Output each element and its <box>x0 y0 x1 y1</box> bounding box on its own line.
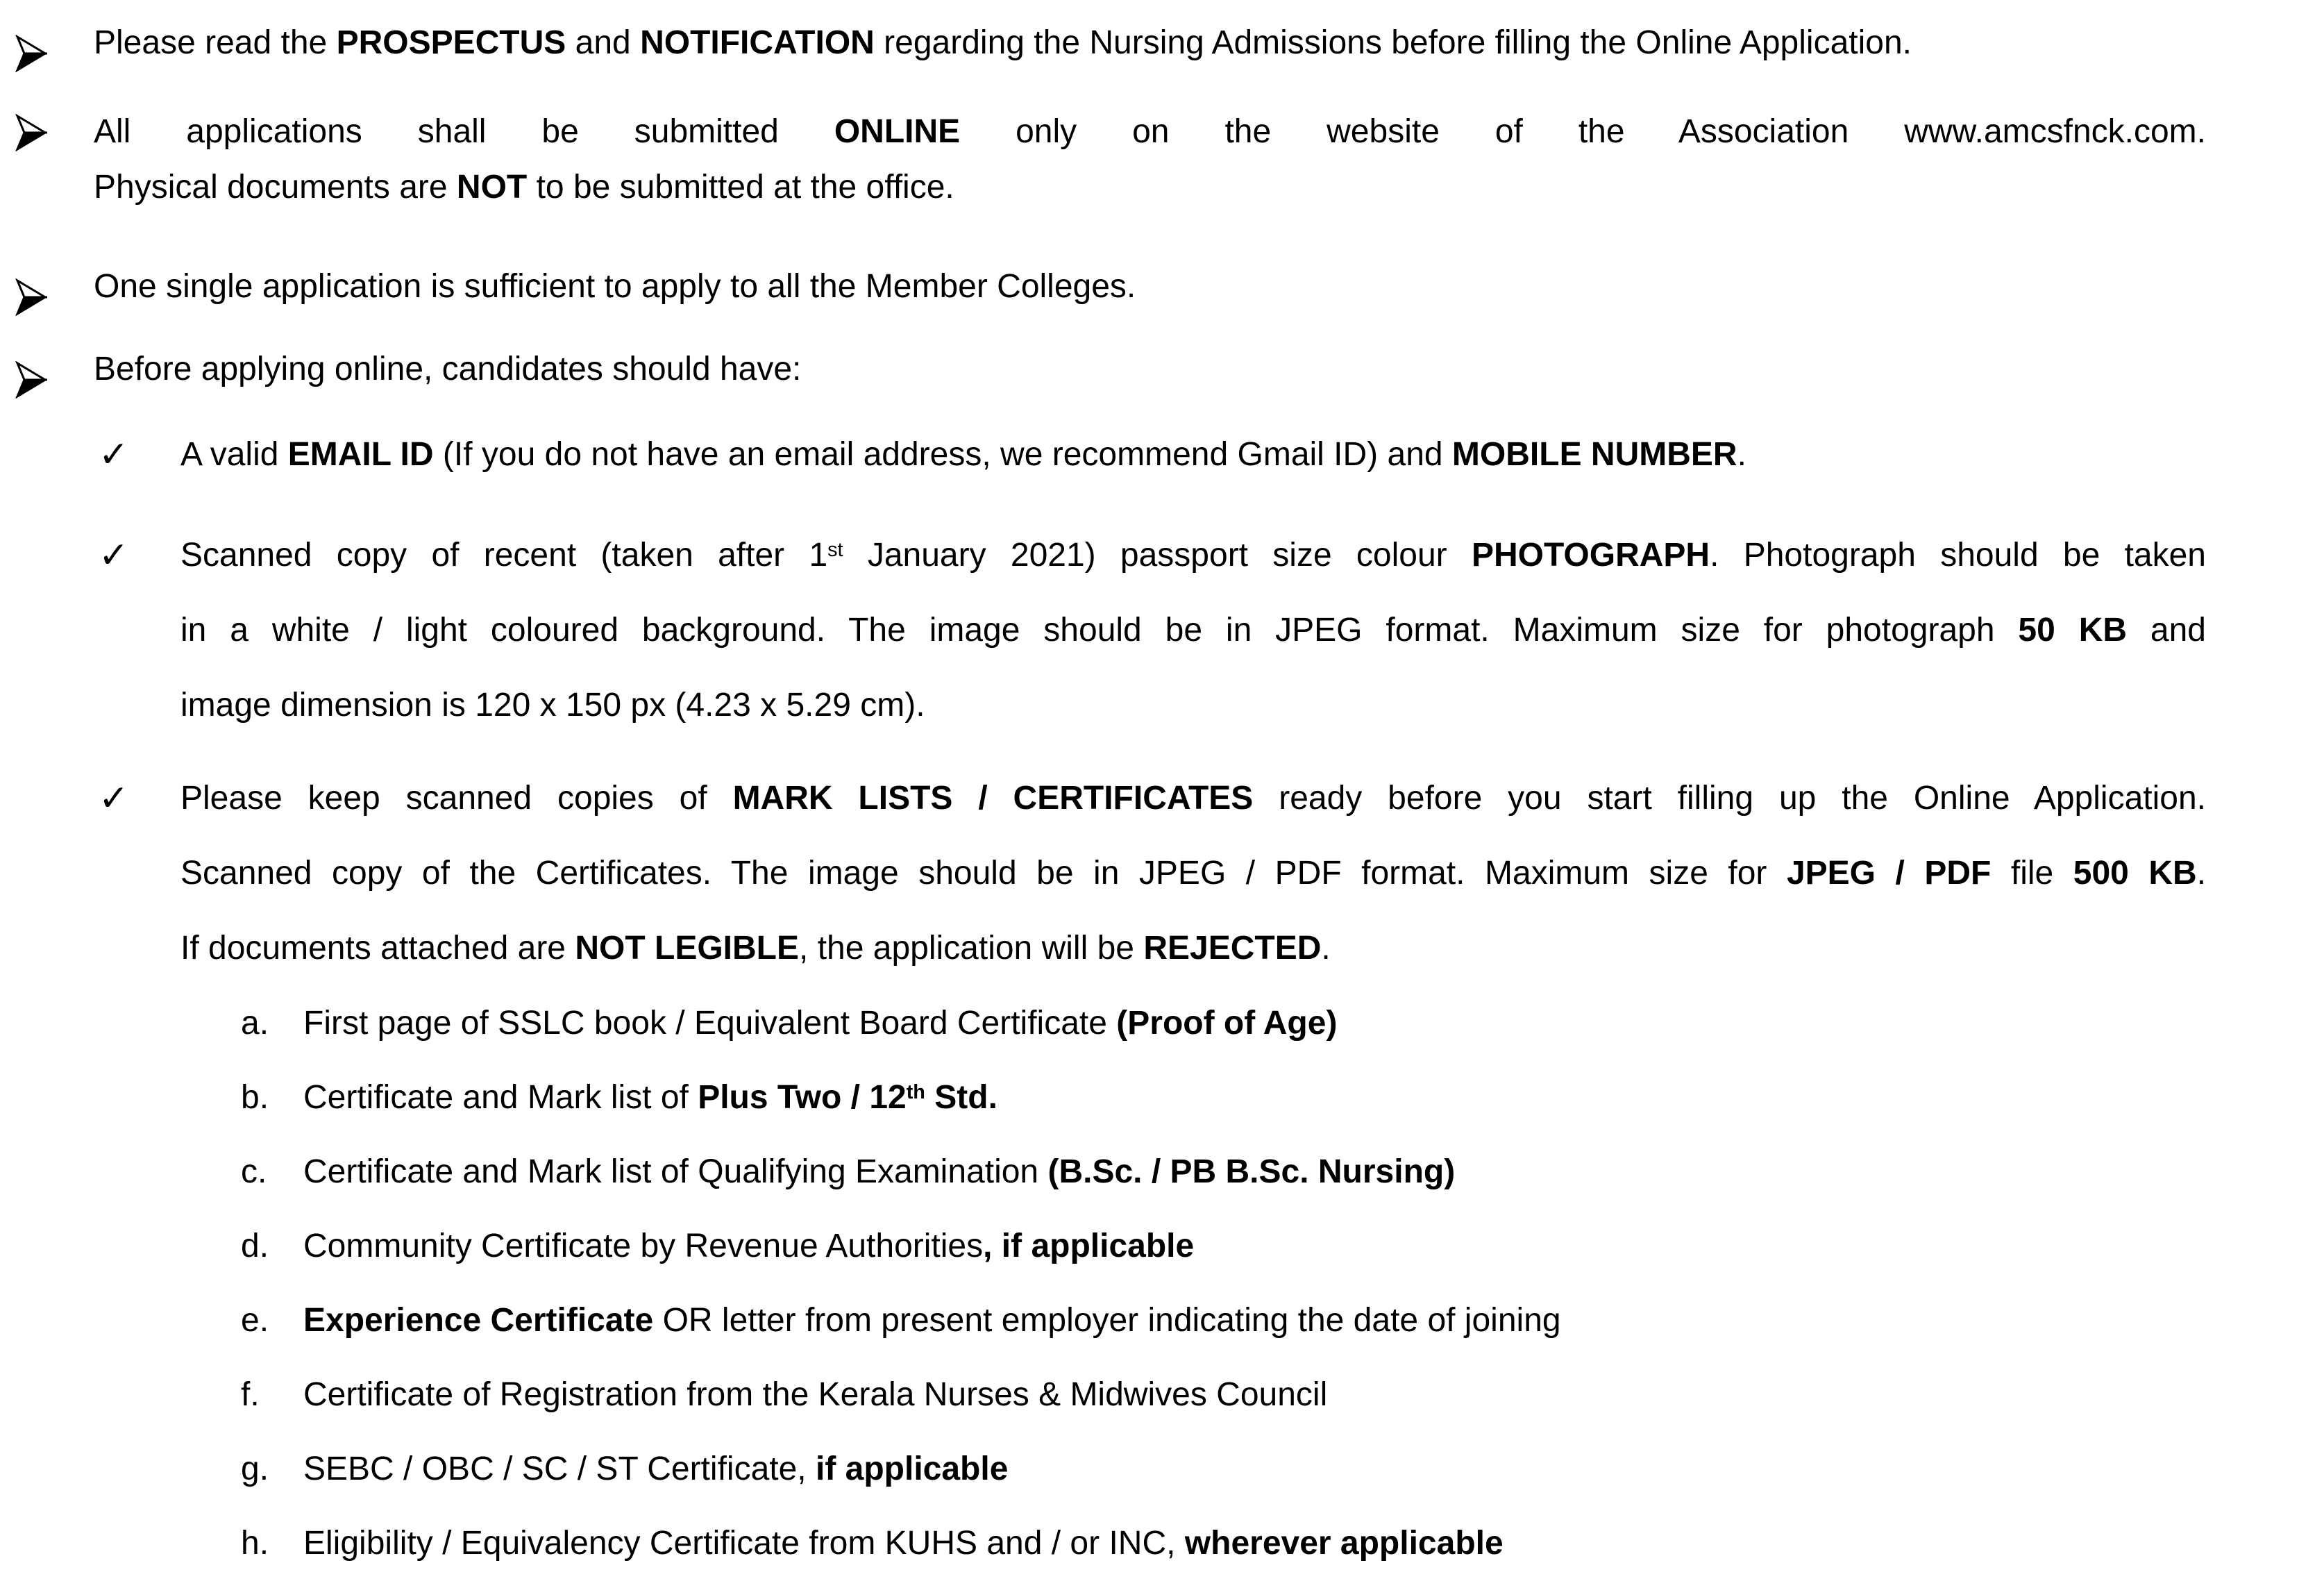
check-bullet-icon: ✓ <box>99 778 129 819</box>
instruction-line: A valid EMAIL ID (If you do not have an email address, we recommend Gmail ID) and MOBILE NUMBER. <box>180 436 1746 473</box>
check-bullet-icon: ✓ <box>99 535 129 576</box>
instruction-line: Please keep scanned copies of MARK LISTS / CERTIFICATES ready before you start filling up the Online Application. <box>180 780 2206 817</box>
arrow-bullet-icon <box>15 113 47 151</box>
list-item-caste-certificate <box>94 1432 2206 1506</box>
instruction-line: Before applying online, candidates should have: <box>94 351 802 387</box>
list-item-text: Certificate of Registration from the Kerala Nurses & Midwives Council <box>303 1376 1328 1413</box>
document-checklist <box>94 986 2206 1580</box>
instruction-line: If documents attached are NOT LEGIBLE, the application will be REJECTED. <box>180 930 1331 967</box>
list-letter: g. <box>241 1451 269 1487</box>
instruction-online-submission <box>94 104 2206 215</box>
instruction-line: image dimension is 120 x 150 px (4.23 x 5.29 cm). <box>180 687 925 724</box>
instruction-line: Scanned copy of the Certificates. The image should be in JPEG / PDF format. Maximum size for JPEG / PDF file 500 KB. <box>180 855 2207 892</box>
list-letter: d. <box>241 1228 269 1264</box>
list-item-text: SEBC / OBC / SC / ST Certificate, if applicable <box>303 1451 1009 1487</box>
instruction-single-application <box>94 249 2206 324</box>
list-item-text: Eligibility / Equivalency Certificate from KUHS and / or INC, wherever applicable <box>303 1525 1504 1562</box>
list-letter: c. <box>241 1153 267 1190</box>
list-item-proof-of-age <box>94 986 2206 1060</box>
check-bullet-icon: ✓ <box>99 435 129 475</box>
instruction-line: Please read the PROSPECTUS and NOTIFICATION regarding the Nursing Admissions before filling the Online Application. <box>94 24 1912 61</box>
instruction-line: All applications shall be submitted ONLINE only on the website of the Association www.amcsfnck.com. <box>94 113 2207 150</box>
list-item-plus-two <box>94 1060 2206 1135</box>
requirement-marklists <box>94 761 2206 986</box>
instruction-line: One single application is sufficient to apply to all the Member Colleges. <box>94 268 1136 305</box>
list-letter: b. <box>241 1079 269 1116</box>
list-letter: e. <box>241 1302 269 1339</box>
requirement-photograph <box>94 518 2206 743</box>
arrow-bullet-icon <box>15 351 47 388</box>
list-item-text: Certificate and Mark list of Plus Two / 12th Std. <box>303 1079 997 1116</box>
list-letter: a. <box>241 1005 269 1042</box>
arrow-bullet-icon <box>15 268 47 306</box>
list-item-text: Community Certificate by Revenue Authorities, if applicable <box>303 1228 1195 1264</box>
instruction-line: Physical documents are NOT to be submitted at the office. <box>94 169 954 206</box>
requirement-email-mobile <box>94 417 2206 492</box>
list-letter: h. <box>241 1525 269 1562</box>
list-item-eligibility-certificate <box>94 1506 2206 1580</box>
list-item-registration-certificate <box>94 1357 2206 1432</box>
instruction-line: Scanned copy of recent (taken after 1st January 2021) passport size colour PHOTOGRAPH. Photograph should be taken <box>180 537 2206 574</box>
list-letter: f. <box>241 1376 260 1413</box>
instruction-line: in a white / light coloured background. The image should be in JPEG format. Maximum size for photograph 50 KB and <box>180 612 2206 649</box>
list-item-community-certificate <box>94 1209 2206 1283</box>
list-item-text: Certificate and Mark list of Qualifying Examination (B.Sc. / PB B.Sc. Nursing) <box>303 1153 1456 1190</box>
instruction-before-applying <box>94 332 2206 407</box>
list-item-text: Experience Certificate OR letter from present employer indicating the date of joining <box>303 1302 1561 1339</box>
list-item-experience-certificate <box>94 1283 2206 1357</box>
instruction-prospectus <box>94 6 2206 81</box>
list-item-qualifying-exam <box>94 1135 2206 1209</box>
list-item-text: First page of SSLC book / Equivalent Board Certificate (Proof of Age) <box>303 1005 1338 1042</box>
arrow-bullet-icon <box>15 24 47 62</box>
